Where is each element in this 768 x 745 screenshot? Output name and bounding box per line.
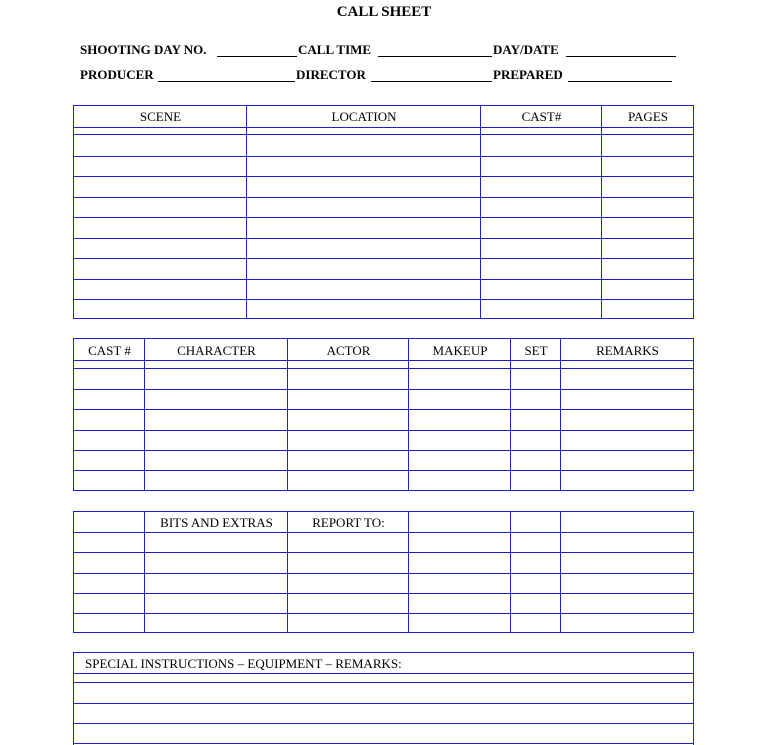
call-time-label: CALL TIME bbox=[298, 42, 372, 57]
director-field[interactable] bbox=[371, 81, 492, 82]
pages-header: PAGES bbox=[628, 109, 668, 124]
prepared-field[interactable] bbox=[568, 81, 672, 82]
day-date-label: DAY/DATE bbox=[493, 42, 559, 57]
makeup-header: MAKEUP bbox=[432, 343, 488, 358]
scene-table bbox=[73, 105, 694, 319]
shooting-day-field[interactable] bbox=[217, 56, 297, 57]
bits-extras-table bbox=[73, 511, 694, 633]
remarks-header: REMARKS bbox=[596, 343, 659, 358]
producer-label: PRODUCER bbox=[80, 67, 154, 82]
cast-num-header: CAST # bbox=[88, 343, 131, 358]
report-to-header: REPORT TO: bbox=[312, 515, 385, 530]
scene-header: SCENE bbox=[139, 109, 182, 124]
prepared-label: PREPARED bbox=[493, 67, 563, 82]
set-header: SET bbox=[524, 343, 548, 358]
day-date-field[interactable] bbox=[566, 56, 676, 57]
location-header: LOCATION bbox=[331, 109, 397, 124]
cast-number-header: CAST# bbox=[521, 109, 562, 124]
bits-extras-header: BITS AND EXTRAS bbox=[160, 515, 273, 530]
special-instructions-box bbox=[73, 652, 694, 745]
director-label: DIRECTOR bbox=[296, 67, 366, 82]
special-instructions-label: SPECIAL INSTRUCTIONS – EQUIPMENT – REMARKS: bbox=[85, 656, 402, 671]
call-time-field[interactable] bbox=[378, 56, 492, 57]
character-header: CHARACTER bbox=[177, 343, 256, 358]
call-sheet-title: CALL SHEET bbox=[336, 4, 432, 20]
cast-table bbox=[73, 338, 694, 491]
shooting-day-label: SHOOTING DAY NO. bbox=[80, 42, 207, 57]
producer-field[interactable] bbox=[158, 81, 295, 82]
actor-header: ACTOR bbox=[326, 343, 371, 358]
